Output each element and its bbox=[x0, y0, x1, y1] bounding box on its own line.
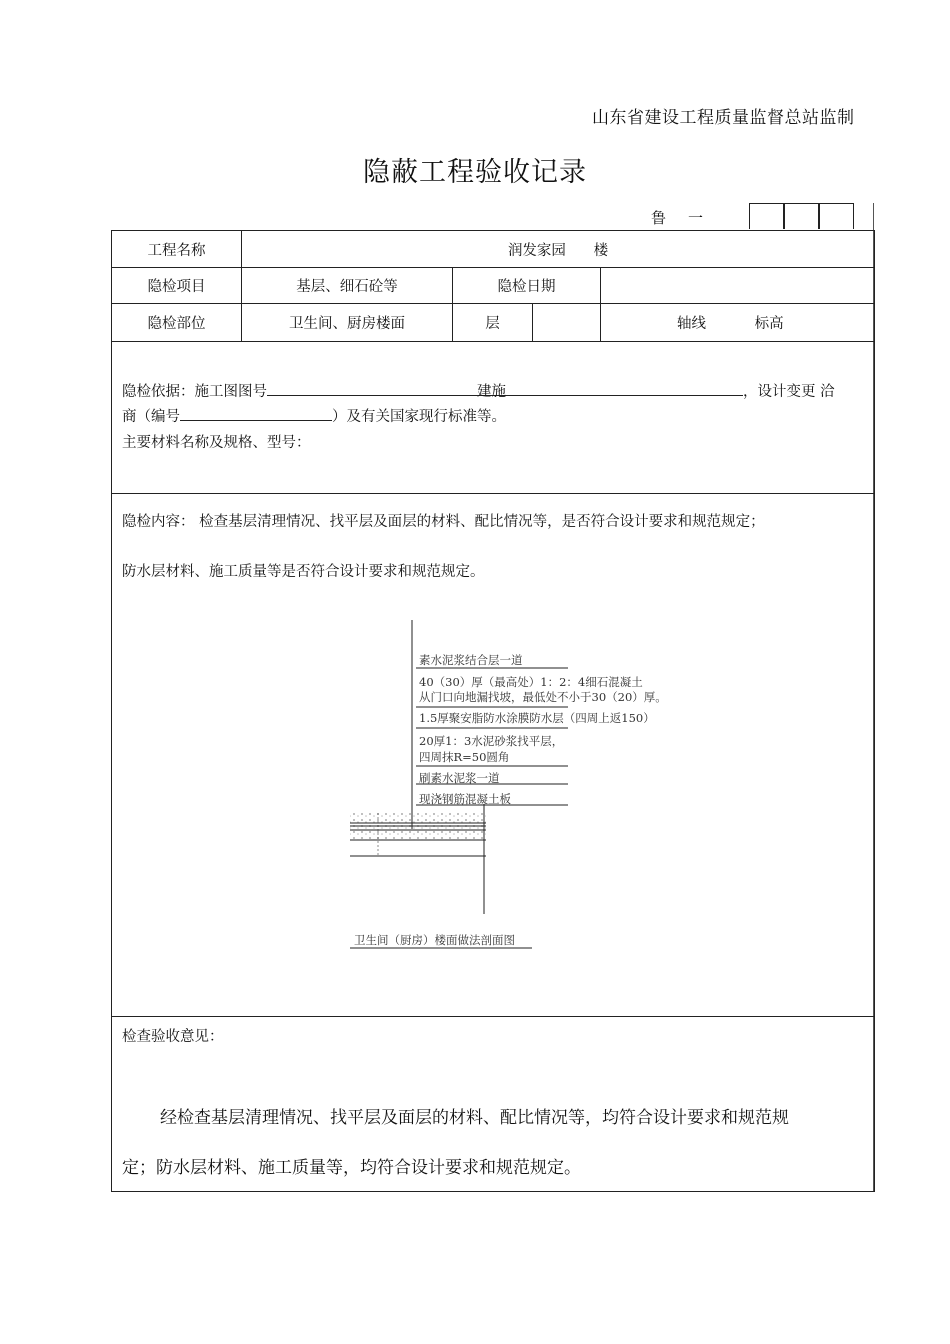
opinion-label: 检查验收意见： bbox=[122, 1029, 224, 1045]
inspection-date-label: 隐检日期 bbox=[453, 268, 601, 304]
elevation-label: 标高 bbox=[754, 316, 784, 332]
drawing-number: 建施 bbox=[477, 384, 506, 400]
layer-2b-label: 从门口向地漏找坡，最低处不小于30（20）厚。 bbox=[419, 690, 667, 704]
inspection-opinion-section bbox=[112, 1017, 875, 1192]
layer-3-label: 1.5厚聚安脂防水涂膜防水层（四周上返150） bbox=[419, 711, 655, 725]
axis-elevation-cell[interactable] bbox=[601, 304, 875, 342]
opinion-line-2: 定；防水层材料、施工质量等，均符合设计要求和规范规定。 bbox=[122, 1158, 581, 1178]
page-title: 隐蔽工程验收记录 bbox=[363, 157, 587, 188]
inspection-item-label: 隐检项目 bbox=[112, 268, 242, 304]
change-suffix: ）及有关国家现行标准等。 bbox=[332, 409, 506, 425]
inspection-form bbox=[111, 230, 875, 1192]
code-box-2[interactable] bbox=[784, 203, 819, 229]
record-code-prefix: 鲁 bbox=[651, 209, 667, 227]
inspection-location-value[interactable]: 卫生间、厨房楼面 bbox=[242, 304, 453, 342]
change-number-field[interactable] bbox=[180, 405, 332, 421]
project-name-label: 工程名称 bbox=[112, 231, 242, 268]
basis-suffix: ，设计变更 洽 bbox=[743, 384, 835, 400]
axis-label: 轴线 bbox=[677, 316, 706, 332]
materials-label: 主要材料名称及规格、型号： bbox=[122, 435, 311, 451]
drawing-number-field[interactable] bbox=[460, 380, 743, 400]
layer-2-label: 40（30）厚（最高处）1：2：4细石混凝土 bbox=[419, 675, 643, 689]
content-line-2: 防水层材料、施工质量等是否符合设计要求和规范规定。 bbox=[122, 564, 485, 580]
code-box-1[interactable] bbox=[749, 203, 784, 229]
floor-section-layers bbox=[350, 804, 486, 914]
basis-line-2 bbox=[122, 405, 506, 426]
drawing-number-blank[interactable] bbox=[267, 380, 460, 396]
change-prefix: 商（编号 bbox=[122, 409, 180, 425]
opinion-line-1: 经检查基层清理情况、找平层及面层的材料、配比情况等，均符合设计要求和规范规 bbox=[160, 1108, 789, 1128]
floor-section-diagram bbox=[112, 494, 875, 1016]
project-name-value[interactable]: 润发家园 楼 bbox=[242, 231, 875, 268]
floor-value[interactable] bbox=[533, 304, 601, 342]
layer-4b-label: 四周抹R=50圆角 bbox=[419, 750, 510, 764]
supervising-org: 山东省建设工程质量监督总站监制 bbox=[592, 108, 855, 128]
inspection-date-value[interactable] bbox=[601, 268, 875, 304]
record-code-dash: 一 bbox=[688, 209, 704, 227]
layer-1-label: 素水泥浆结合层一道 bbox=[419, 653, 523, 667]
inspection-item-value[interactable]: 基层、细石砼等 bbox=[242, 268, 453, 304]
diagram-caption: 卫生间（厨房）楼面做法剖面图 bbox=[354, 933, 515, 947]
inspection-location-label: 隐检部位 bbox=[112, 304, 242, 342]
inspection-content-section bbox=[112, 494, 875, 1017]
code-box-3[interactable] bbox=[819, 203, 854, 229]
layer-6-label: 现浇钢筋混凝土板 bbox=[419, 792, 511, 806]
layer-4-label: 20厚1：3水泥砂浆找平层， bbox=[419, 734, 564, 748]
floor-label: 层 bbox=[453, 304, 533, 342]
basis-line-1 bbox=[122, 380, 835, 401]
inspection-basis-section bbox=[112, 342, 875, 494]
basis-prefix: 隐检依据：施工图图号 bbox=[122, 384, 267, 400]
content-line-1: 隐检内容： 检查基层清理情况、找平层及面层的材料、配比情况等，是否符合设计要求和规范规定； bbox=[122, 514, 765, 530]
layer-5-label: 刷素水泥浆一道 bbox=[419, 771, 500, 785]
